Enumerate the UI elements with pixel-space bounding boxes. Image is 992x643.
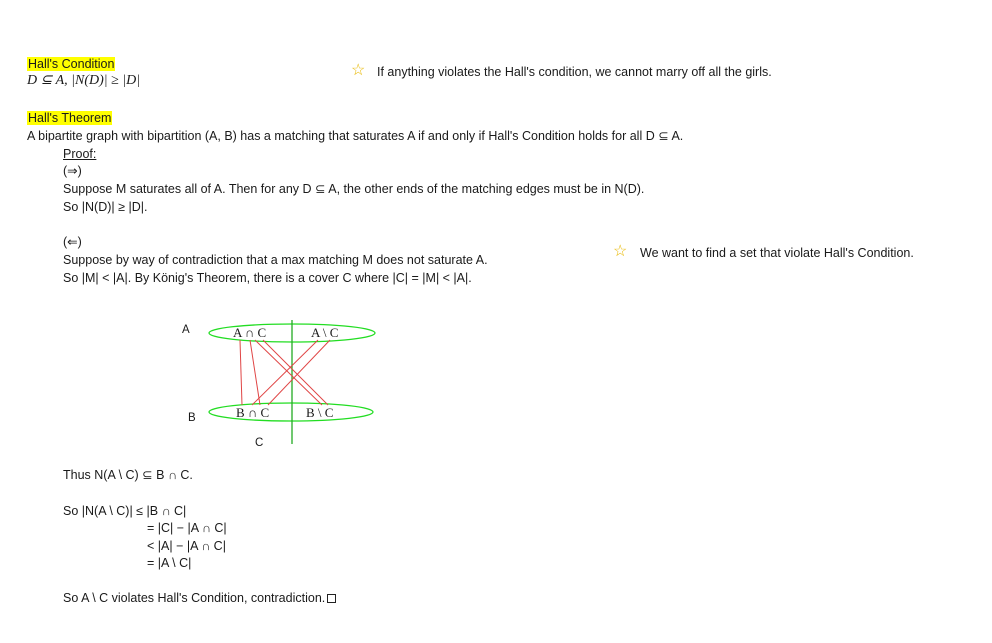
set-b-ellipse: [209, 403, 373, 421]
b-minus-c-label: B \ C: [306, 405, 334, 420]
set-a-label: A: [182, 324, 190, 336]
forward-proof-line-2: So |N(D)| ≥ |D|.: [63, 200, 148, 214]
equation-step-1: = |C| − |A ∩ C|: [147, 521, 227, 535]
final-conclusion: So A \ C violates Hall's Condition, contradiction.: [63, 590, 336, 606]
forward-direction-label: (⇒): [63, 164, 82, 178]
backward-proof-line-2: So |M| < |A|. By König's Theorem, there is a cover C where |C| = |M| < |A|.: [63, 271, 472, 285]
backward-note: We want to find a set that violate Hall's Condition.: [640, 246, 914, 260]
inequality-line: So |N(A \ C)| ≤ |B ∩ C|: [63, 504, 187, 518]
edge: [255, 340, 322, 405]
a-cap-c-label: A ∩ C: [233, 325, 267, 340]
proof-label: Proof:: [63, 147, 97, 161]
set-b-label: B: [188, 412, 196, 424]
edge: [268, 340, 330, 405]
equation-step-2: < |A| − |A ∩ C|: [147, 539, 226, 553]
edge: [240, 340, 242, 405]
star-icon: ☆: [613, 243, 628, 260]
edge: [263, 340, 328, 405]
a-minus-c-label: A \ C: [311, 325, 339, 340]
backward-direction-label: (⇐): [63, 235, 82, 249]
hall-theorem-statement: A bipartite graph with bipartition (A, B) has a matching that saturates A if and only if Hall's Condition holds for all D ⊆ A.: [27, 129, 684, 143]
forward-proof-line-1: Suppose M saturates all of A. Then for any D ⊆ A, the other ends of the matching edges must be in N(D).: [63, 182, 645, 196]
b-cap-c-label: B ∩ C: [236, 405, 270, 420]
hall-condition-heading: Hall's Condition: [28, 57, 115, 71]
equation-step-3: = |A \ C|: [147, 556, 192, 570]
hall-theorem-heading: Hall's Theorem: [28, 111, 112, 125]
edge: [252, 340, 318, 405]
edge: [250, 340, 260, 405]
hall-condition-note: If anything violates the Hall's condition, we cannot marry off all the girls.: [377, 65, 772, 79]
star-icon: ☆: [351, 62, 366, 79]
qed-square-icon: [327, 594, 336, 603]
hall-condition-formula: D ⊆ A, |N(D)| ≥ |D|: [27, 73, 141, 88]
cover-c-label: C: [255, 437, 264, 449]
thus-line: Thus N(A \ C) ⊆ B ∩ C.: [63, 468, 193, 482]
backward-proof-line-1: Suppose by way of contradiction that a max matching M does not saturate A.: [63, 253, 488, 267]
